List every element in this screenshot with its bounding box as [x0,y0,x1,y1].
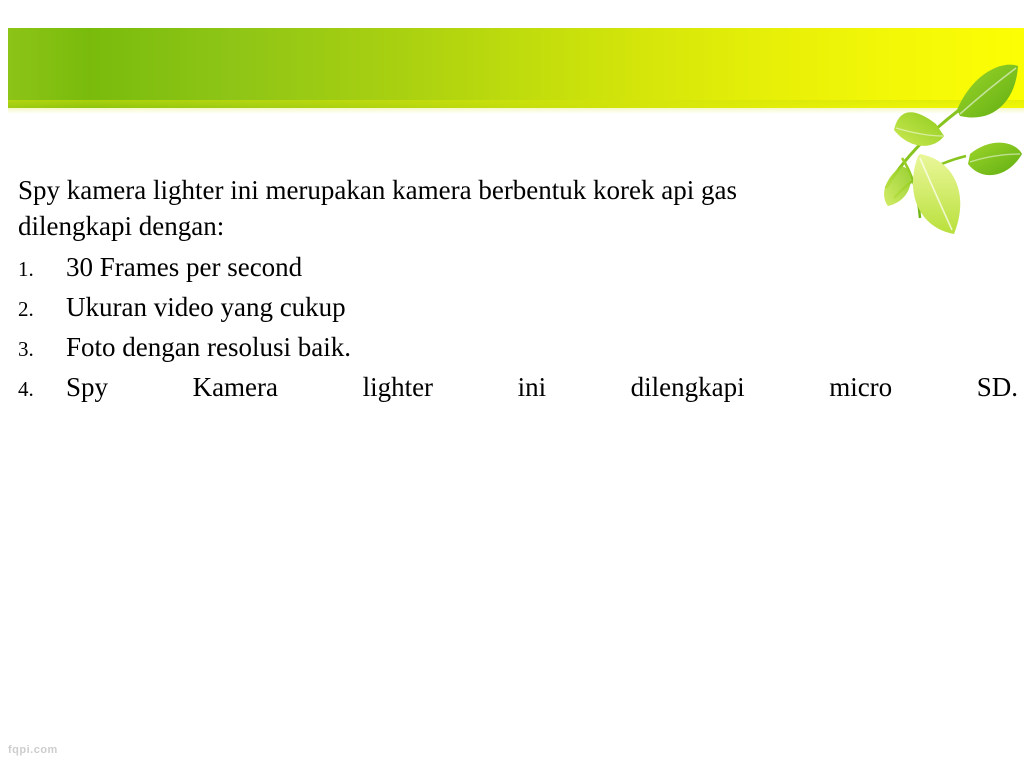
list-item-number: 4. [18,377,34,401]
slide-body [18,172,1018,444]
intro-paragraph [18,172,1018,244]
list-item-label: Foto dengan resolusi baik. [66,332,351,362]
list-item-label: Ukuran video yang cukup [66,292,346,322]
intro-line-1: Spy kamera lighter ini merupakan kamera berbentuk korek api gas [18,175,737,205]
list-item [18,368,1018,444]
list-item [18,328,1018,368]
feature-list [18,248,1018,444]
header-gradient-fade [8,100,1024,114]
list-item-number: 3. [18,337,34,361]
list-item-label: Spy Kamera lighter ini dilengkapi micro SD. [66,372,1018,402]
intro-line-2: dilengkapi dengan: [18,211,225,241]
footer-watermark: fqpi.com [8,744,58,756]
list-item [18,288,1018,328]
list-item-number: 2. [18,297,34,321]
list-item [18,248,1018,288]
list-item-number: 1. [18,257,34,281]
list-item-label: 30 Frames per second [66,252,303,282]
header-gradient-band [8,28,1024,108]
